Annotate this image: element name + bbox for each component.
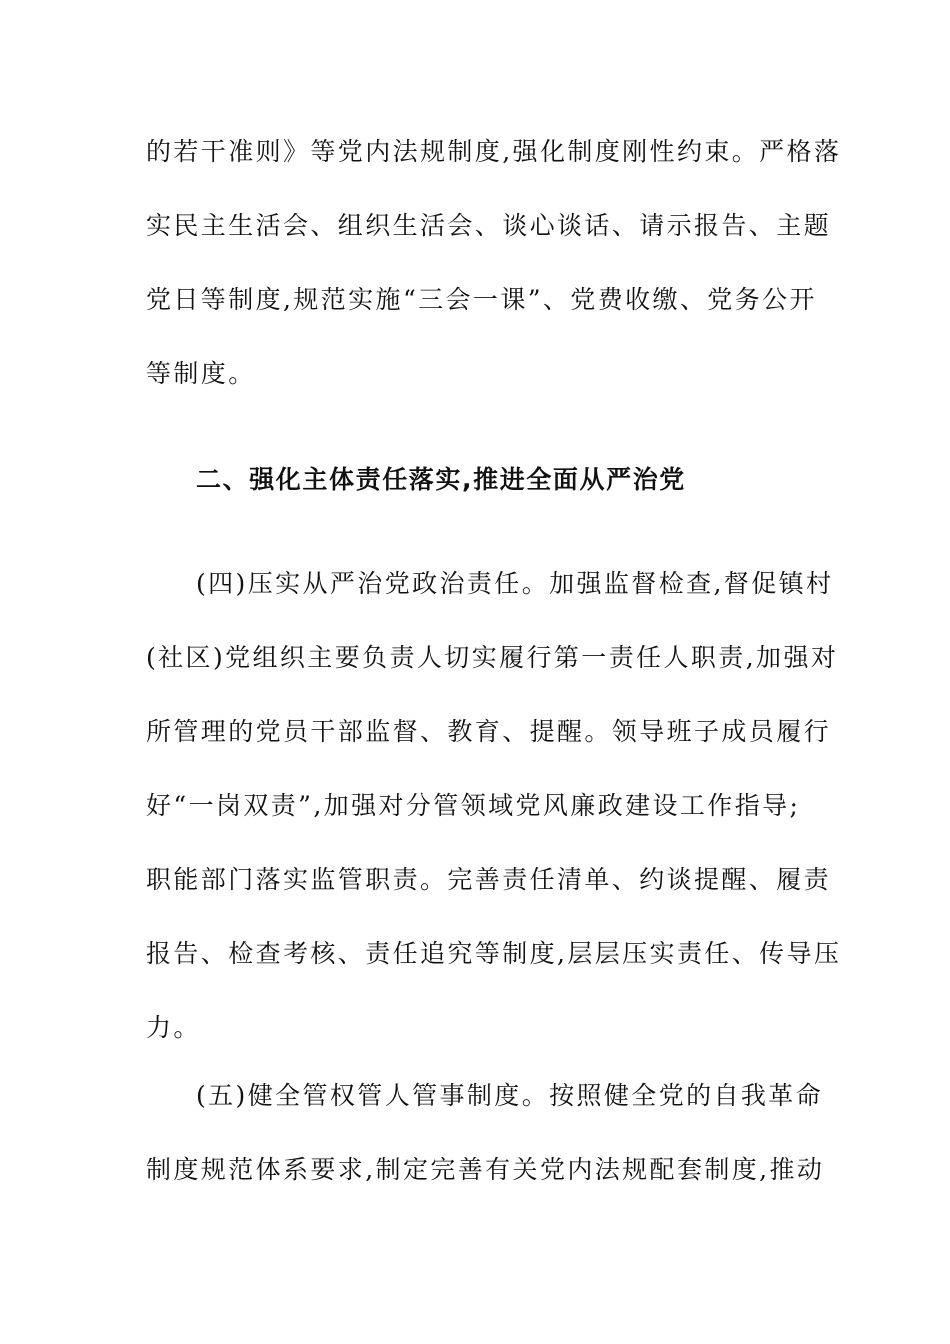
text-line: 等制度。 [146,359,256,388]
paragraph-line: 制度规范体系要求,制定完善有关党内法规配套制度,推动 [146,1155,825,1184]
text-line: 党日等制度,规范实施“三会一课”、党费收缴、党务公开 [146,285,817,314]
text-line: 实民主生活会、组织生活会、谈心谈话、请示报告、主题 [146,211,832,240]
paragraph-line: 好“一岗双责”,加强对分管领域党风廉政建设工作指导; [146,791,801,820]
paragraph-line: (五)健全管权管人管事制度。按照健全党的自我革命 [196,1081,824,1110]
paragraph-line: 所管理的党员干部监督、教育、提醒。领导班子成员履行 [146,717,832,746]
paragraph-line: 职能部门落实监管职责。完善责任清单、约谈提醒、履责 [146,865,832,894]
paragraph-line: 报告、检查考核、责任追究等制度,层层压实责任、传导压 [146,939,842,968]
text-line: 的若干准则》等党内法规制度,强化制度刚性约束。严格落 [146,137,842,166]
paragraph-line: (社区)党组织主要负责人切实履行第一责任人职责,加强对 [146,643,839,672]
paragraph-line: (四)压实从严治党政治责任。加强监督检查,督促镇村 [196,569,834,598]
paragraph-line: 力。 [146,1013,201,1042]
section-heading: 二、强化主体责任落实,推进全面从严治党 [196,465,686,494]
